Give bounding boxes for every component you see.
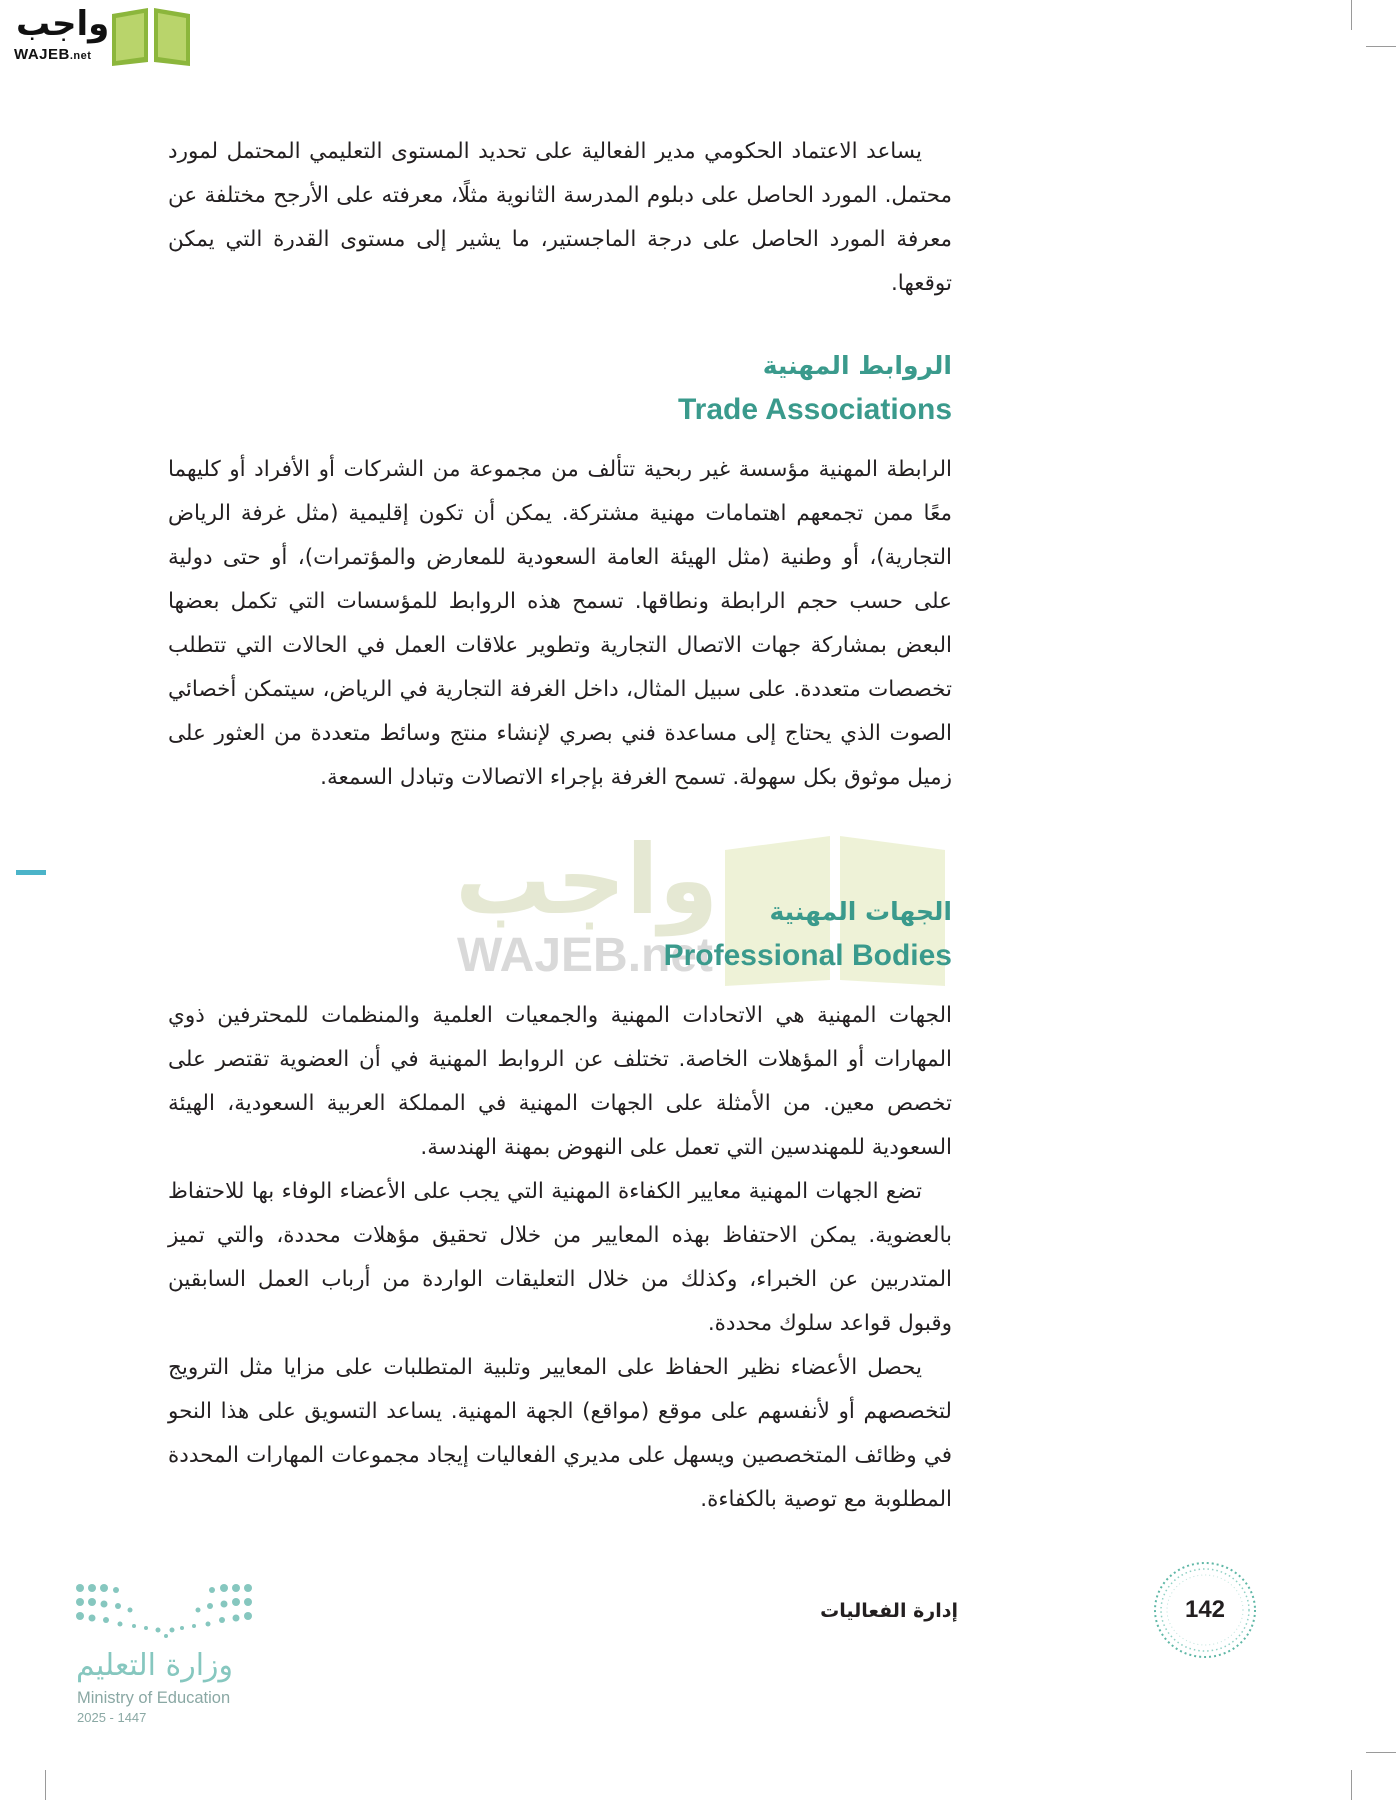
intro-section: [168, 130, 952, 306]
ministry-dots-icon: [74, 1580, 254, 1646]
section-heading-arabic: الروابط المهنية: [762, 351, 952, 380]
professional-bodies-paragraph: يحصل الأعضاء نظير الحفاظ على المعايير وتلبية المتطلبات على مزايا مثل الترويج لتخصصهم أو لأنفسهم على موقع (مواقع) الجهة المهنية. يساعد التسويق على هذا النحو في وظائف المتخصصين ويسهل على مديري الفعاليات إيجاد مجموعات المهارات المحددة المطلوبة مع توصية بالكفاءة.: [168, 1355, 952, 1512]
watermark-arabic-text: واجب: [455, 824, 719, 936]
ministry-of-education-logo: [74, 1580, 254, 1730]
section-heading-arabic: الجهات المهنية: [769, 897, 952, 926]
professional-bodies-section: [168, 890, 952, 1522]
watermark-latin-text: WAJEB.net: [457, 929, 714, 982]
logo-arabic-text: واجب: [16, 4, 110, 44]
crop-mark: [1351, 1770, 1352, 1800]
crop-mark: [1366, 1752, 1396, 1753]
academic-year: 2025 - 1447: [77, 1710, 147, 1725]
wajeb-logo[interactable]: [10, 4, 192, 66]
book-icon: [110, 6, 192, 66]
page-number: 142: [1184, 1596, 1226, 1623]
ministry-arabic-name: وزارة التعليم: [76, 1648, 234, 1683]
professional-bodies-paragraph: تضع الجهات المهنية معايير الكفاءة المهنية التي يجب على الأعضاء الوفاء بها للاحتفاظ بالعضوية. يمكن الاحتفاظ بهذه المعايير من خلال تحقيق مؤهلات محددة، والتي تميز المتدربين عن الخبراء، وكذلك من خلال التعليقات الواردة من أرباب العمل السابقين وقبول قواعد سلوك محددة.: [168, 1179, 952, 1336]
crop-mark: [1366, 46, 1396, 47]
crop-mark: [45, 1770, 46, 1800]
crop-mark: [1351, 0, 1352, 30]
book-title: إدارة الفعاليات: [820, 1600, 958, 1622]
trade-associations-paragraph: الرابطة المهنية مؤسسة غير ربحية تتألف من مجموعة من الشركات أو الأفراد أو كليهما معًا ممن تجمعهم اهتمامات مهنية مشتركة. يمكن أن تكون إقليمية (مثل غرفة الرياض التجارية)، أو وطنية (مثل الهيئة العامة السعودية للمعارض والمؤتمرات)، أو حتى دولية على حسب حجم الرابطة ونطاقها. تسمح هذه الروابط للمؤسسات التي تكمل بعضها البعض بمشاركة جهات الاتصال التجارية وتطوير علاقات العمل في الحالات التي تتطلب تخصصات متعددة. على سبيل المثال، داخل الغرفة التجارية في الرياض، سيتمكن أخصائي الصوت الذي يحتاج إلى مساعدة فني بصري لإنشاء منتج وسائط متعددة من العثور على زميل موثوق بكل سهولة. تسمح الغرفة بإجراء الاتصالات وتبادل السمعة.: [168, 457, 952, 790]
section-heading-english: Professional Bodies: [663, 939, 952, 972]
section-heading-english: Trade Associations: [678, 393, 952, 426]
trade-associations-section: [168, 344, 952, 800]
logo-latin-text: WAJEB.net: [14, 46, 92, 63]
intro-paragraph: يساعد الاعتماد الحكومي مدير الفعالية على تحديد المستوى التعليمي المحتمل لمورد محتمل. المورد الحاصل على دبلوم المدرسة الثانوية مثلًا، معرفته على الأرجح مختلفة عن معرفة المورد الحاصل على درجة الماجستير، ما يشير إلى مستوى القدرة التي يمكن توقعها.: [168, 139, 952, 296]
ministry-english-name: Ministry of Education: [77, 1689, 231, 1707]
chapter-tab-marker: [16, 870, 46, 875]
professional-bodies-paragraph: الجهات المهنية هي الاتحادات المهنية والجمعيات العلمية والمنظمات للمحترفين ذوي المهارات أو المؤهلات الخاصة. تختلف عن الروابط المهنية في أن العضوية تقتصر على تخصص معين. من الأمثلة على الجهات المهنية في المملكة العربية السعودية، الهيئة السعودية للمهندسين التي تعمل على النهوض بمهنة الهندسة.: [168, 1003, 952, 1160]
